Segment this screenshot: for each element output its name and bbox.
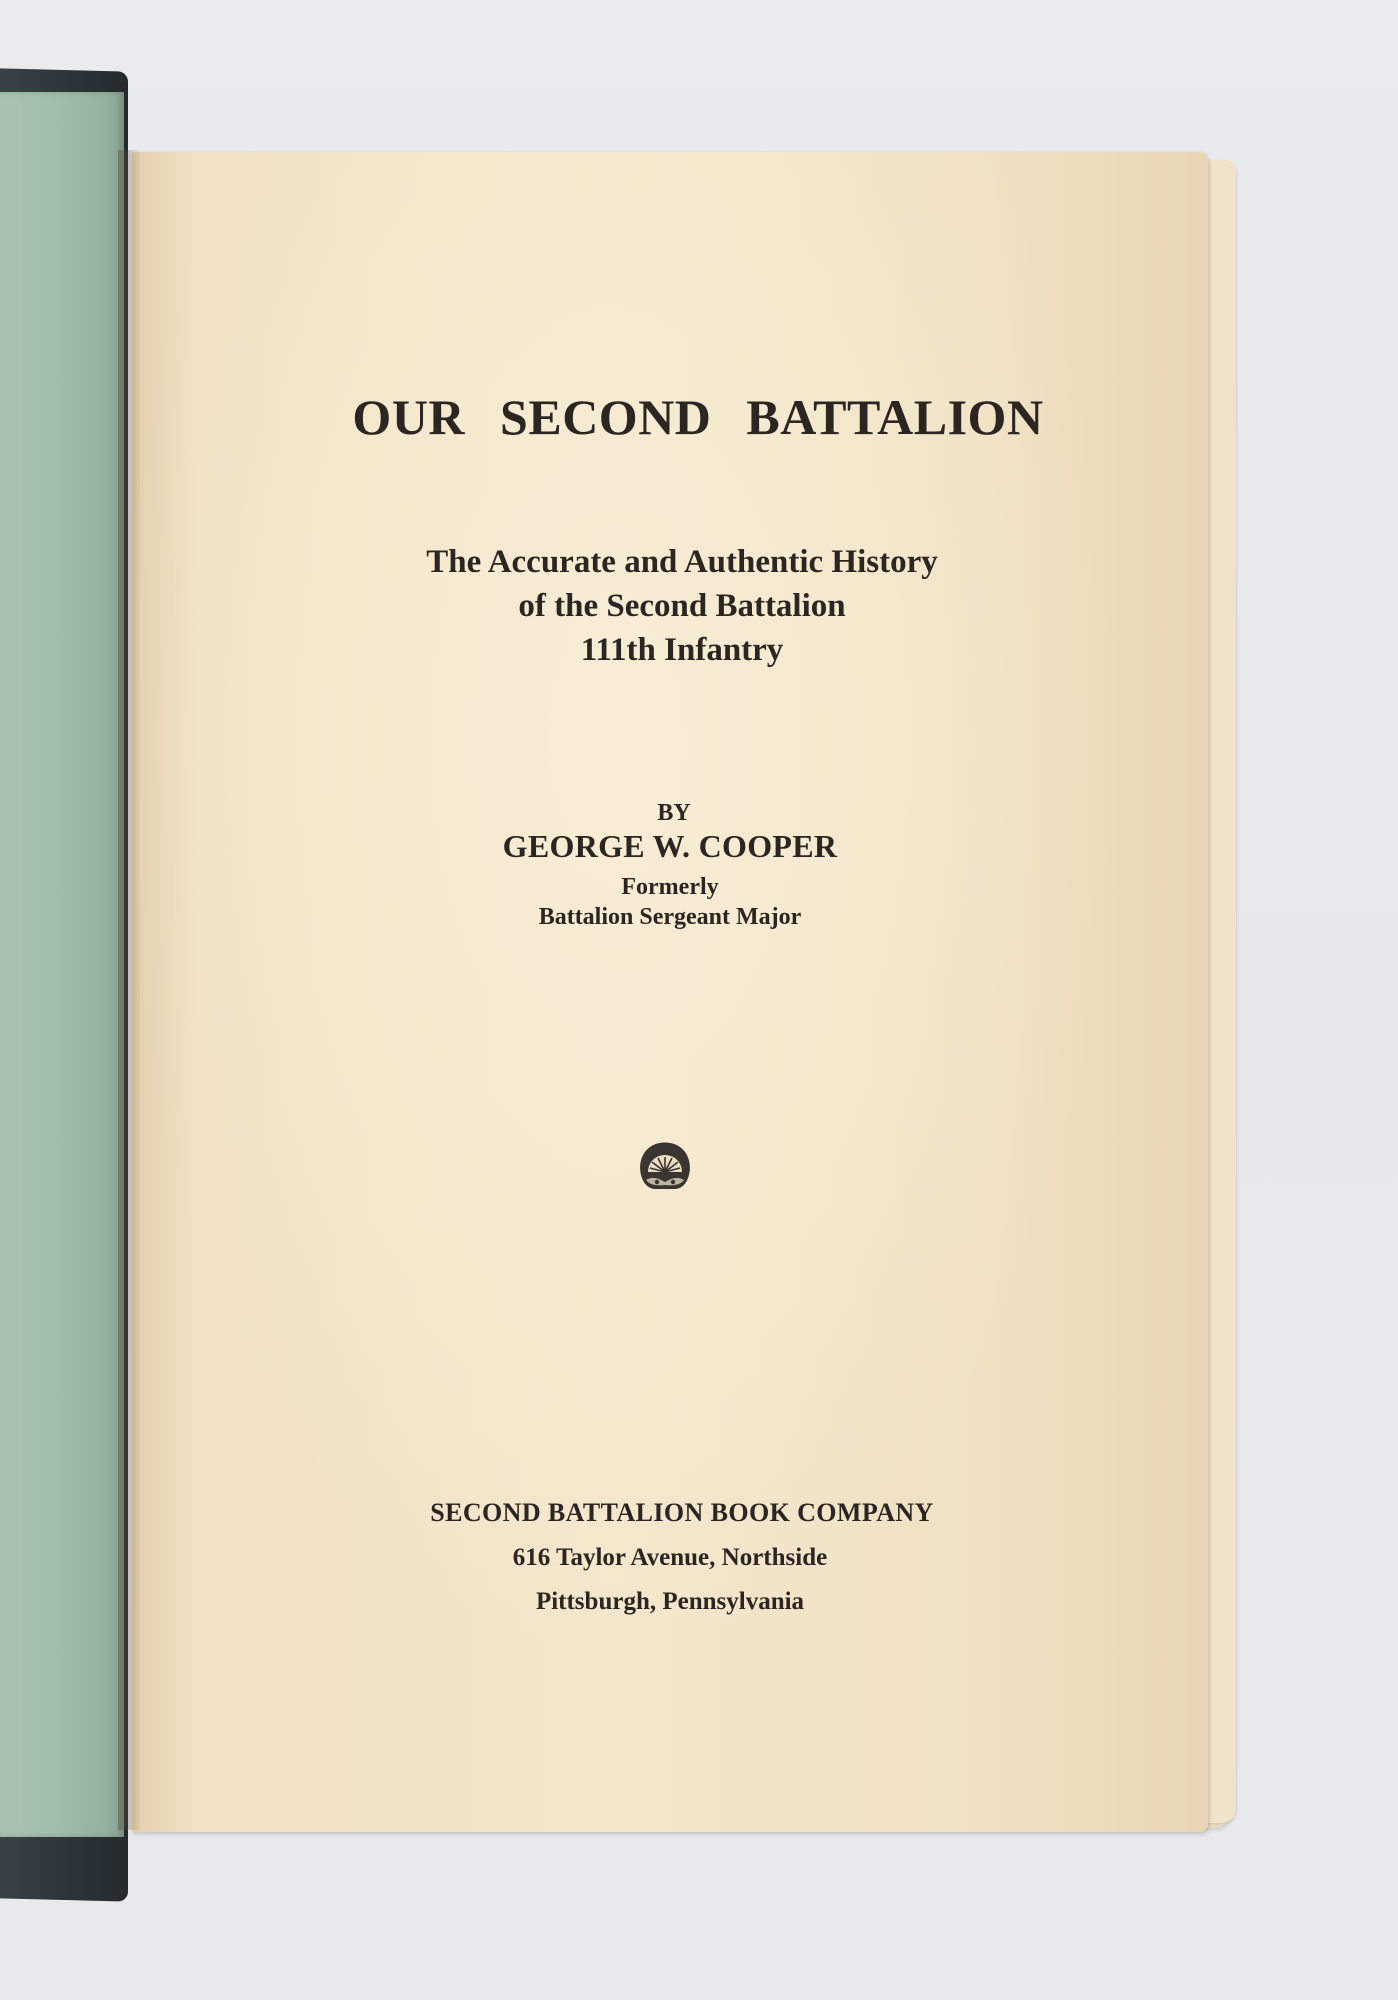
green-endpaper — [0, 92, 124, 1837]
author-name: GEORGE W. COOPER — [502, 828, 838, 864]
by-label: BY — [657, 800, 691, 826]
subtitle-line-1: The Accurate and Authentic History — [426, 544, 938, 580]
gutter-shadow — [118, 150, 140, 1830]
title-page — [132, 152, 1208, 1832]
subtitle-line-2: of the Second Battalion — [518, 588, 846, 624]
publisher-address: 616 Taylor Avenue, Northside — [512, 1544, 828, 1571]
author-note-line-2: Battalion Sergeant Major — [538, 904, 802, 930]
publisher-city: Pittsburgh, Pennsylvania — [535, 1588, 805, 1615]
subtitle-line-3: 111th Infantry — [580, 632, 784, 668]
shell-sunburst-icon — [636, 1138, 694, 1192]
author-note-line-1: Formerly — [621, 874, 719, 900]
publisher-name: SECOND BATTALION BOOK COMPANY — [430, 1498, 934, 1527]
book-title: OUR SECOND BATTALION — [352, 389, 1044, 445]
